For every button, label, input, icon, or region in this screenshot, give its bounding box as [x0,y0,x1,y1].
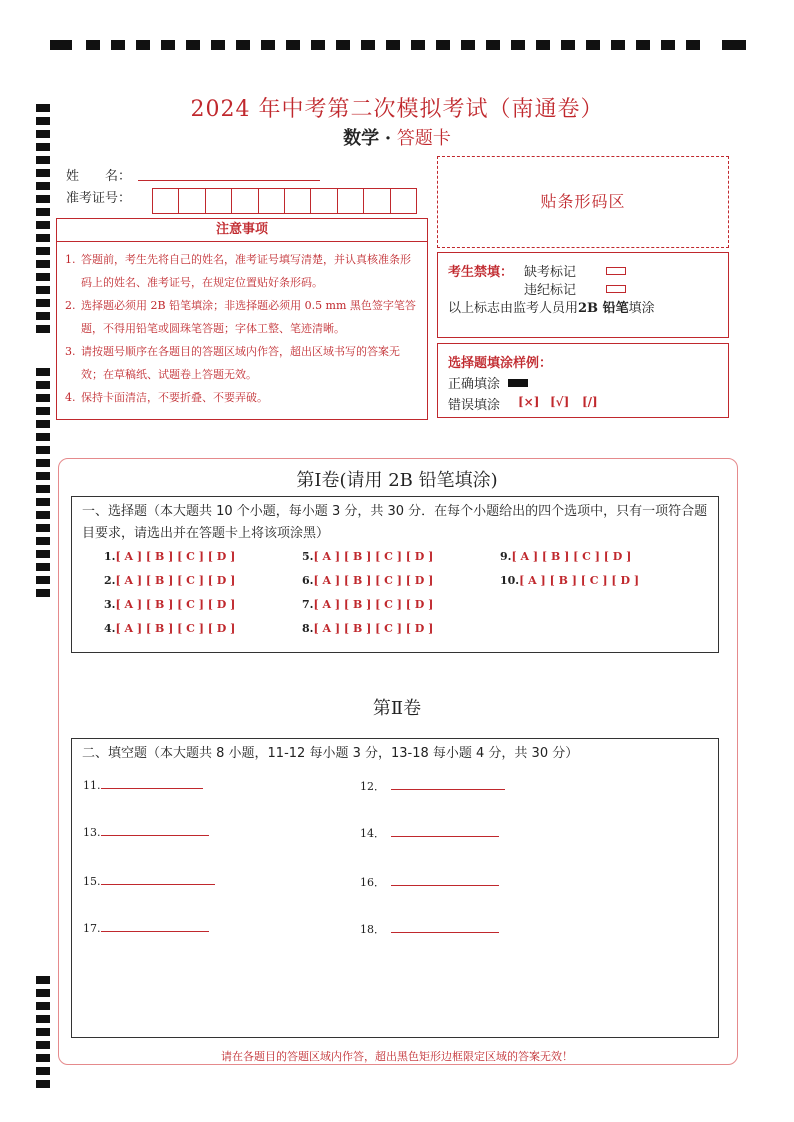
sample-label: 选择题填涂样例： [448,356,553,371]
choice-question[interactable]: 1.[ A ] [ B ] [ C ] [ D ] [104,550,236,563]
part1-title: 第Ⅰ卷(请用 2B 铅笔填涂) [296,470,498,491]
absent-label: 缺考标记 [524,265,577,280]
subject-label: 数学 [343,128,380,149]
fill-sample-box [437,343,729,418]
fill-blank[interactable]: 17. [83,921,209,935]
fill-blank[interactable]: 12． [360,778,505,794]
exam-id-label: 准考证号： [66,191,132,206]
exam-id-boxes[interactable] [152,188,417,214]
part2-title: 第Ⅱ卷 [372,698,422,719]
wrong-mark-slash: [/] [582,395,598,409]
ban-label: 考生禁填： [448,265,514,280]
correct-fill-mark [508,375,528,390]
notice-item: 4. 保持卡面清洁，不要折叠、不要弄破。 [65,391,268,404]
choice-question[interactable]: 2.[ A ] [ B ] [ C ] [ D ] [104,574,236,587]
notice-heading: 注意事项 [57,219,427,242]
fill-blank[interactable]: 13. [83,825,209,839]
notice-item: 3. 请按题号顺序在各题目的答题区域内作答，超出区域书写的答案无效；在草稿纸、试题卷上答题无效。 [65,345,400,381]
choice-question[interactable]: 6.[ A ] [ B ] [ C ] [ D ] [302,574,434,587]
timing-marks-top [50,38,746,52]
fill-intro: 二、填空题（本大题共 8 小题，11-12 每小题 3 分，13-18 每小题 4 分，共 30 分） [82,746,579,761]
absent-mark-box[interactable] [606,263,626,278]
fill-blank[interactable]: 16． [360,874,499,890]
correct-fill-label: 正确填涂 [448,377,501,392]
name-field[interactable] [138,180,320,181]
fill-blank[interactable]: 14． [360,825,499,841]
choice-question[interactable]: 4.[ A ] [ B ] [ C ] [ D ] [104,622,236,635]
violation-mark-box[interactable] [606,281,626,296]
choice-question[interactable]: 8.[ A ] [ B ] [ C ] [ D ] [302,622,434,635]
footer-warning: 请在各题目的答题区域内作答，超出黑色矩形边框限定区域的答案无效！ [221,1050,573,1063]
subtitle-separator: · [384,128,392,149]
choice-question[interactable]: 7.[ A ] [ B ] [ C ] [ D ] [302,598,434,611]
wrong-mark-x: [×] [518,395,540,409]
fill-blank[interactable]: 11. [83,778,203,792]
choice-question[interactable]: 9.[ A ] [ B ] [ C ] [ D ] [500,550,632,563]
barcode-area: 贴条形码区 [437,156,729,248]
violation-label: 违纪标记 [524,283,577,298]
choice-question[interactable]: 3.[ A ] [ B ] [ C ] [ D ] [104,598,236,611]
notice-item: 1. 答题前，考生先将自己的姓名，准考证号填写清楚，并认真核准条形码上的姓名、准考证号，在规定位置贴好条形码。 [65,253,411,289]
page-subtitle [0,124,794,150]
card-label: 答题卡 [396,128,451,149]
ban-note: 以上标志由监考人员用2B 铅笔填涂 [448,301,655,316]
choice-question[interactable]: 5.[ A ] [ B ] [ C ] [ D ] [302,550,434,563]
proctor-marks-box [437,252,729,338]
wrong-fill-label: 错误填涂 [448,398,501,413]
choice-intro: 一、选择题（本大题共 10 个小题，每小题 3 分，共 30 分．在每个小题给出的四个选项中，只有一项符合题目要求，请选出并在答题卡上将该项涂黑） [82,504,708,541]
fill-blank[interactable]: 18． [360,921,499,937]
wrong-mark-check: [√] [550,395,570,409]
page-title: 2024 年中考第二次模拟考试（南通卷） [190,97,604,122]
choice-question[interactable]: 10.[ A ] [ B ] [ C ] [ D ] [500,574,640,587]
name-label: 姓 名： [66,169,132,184]
fill-blank[interactable]: 15. [83,874,215,888]
notice-item: 2. 选择题必须用 2B 铅笔填涂；非选择题必须用 0.5 mm 黑色签字笔答题，不得用铅笔或圆珠笔答题；字体工整、笔迹清晰。 [65,299,416,335]
notice-box [56,218,428,420]
